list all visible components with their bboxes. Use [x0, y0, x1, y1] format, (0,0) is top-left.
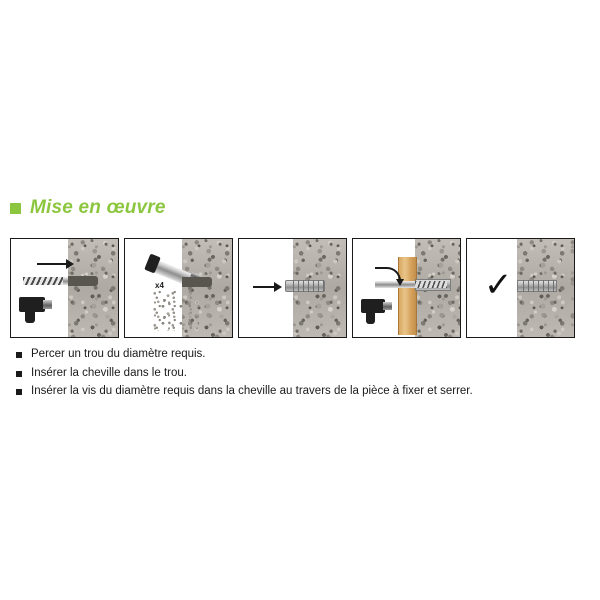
wood-piece: [398, 257, 417, 335]
installation-steps: [10, 238, 575, 338]
list-item: [16, 347, 586, 363]
drilled-hole: [68, 276, 98, 286]
instruction-text: Insérer la cheville dans le trou.: [31, 366, 187, 379]
anchor-plug-ribs: [523, 280, 557, 292]
concrete-wall: [68, 239, 118, 337]
instruction-list: [16, 347, 586, 403]
rotation-arrow-head-icon: [396, 279, 404, 286]
list-item: [16, 366, 586, 382]
arrow-right-icon: [37, 263, 67, 265]
screwdriver-bit-icon: [383, 302, 392, 310]
drill-chuck-icon: [43, 300, 52, 309]
section-bullet-icon: [10, 203, 21, 214]
arrow-right-head-icon: [66, 259, 74, 269]
screw-threads: [415, 281, 447, 288]
check-mark-icon: ✓: [484, 267, 513, 304]
arrow-right-head-icon: [274, 282, 282, 292]
step-2-blow-dust: [124, 238, 233, 338]
step-5-done: [466, 238, 575, 338]
step-4-screw: [352, 238, 461, 338]
list-bullet-icon: [16, 389, 22, 395]
step-1-drill: [10, 238, 119, 338]
dust-particles: [153, 291, 199, 331]
instruction-text: Percer un trou du diamètre requis.: [31, 348, 206, 360]
drill-bit-flutes: [23, 277, 63, 285]
section-heading: [10, 197, 166, 219]
drilled-hole: [182, 277, 212, 287]
list-item: [16, 384, 586, 400]
list-bullet-icon: [16, 371, 22, 377]
page-title: Mise en œuvre: [30, 197, 166, 218]
list-bullet-icon: [16, 352, 22, 358]
arrow-right-icon: [253, 286, 275, 288]
step-3-insert-plug: [238, 238, 347, 338]
anchor-plug-ribs: [293, 280, 325, 292]
screwdriver-handle-icon: [366, 311, 375, 324]
drill-handle-icon: [25, 309, 35, 323]
instruction-text: Insérer la vis du diamètre requis dans la cheville au travers de la pièce à fixer et serrer.: [31, 385, 473, 398]
step-2-repeat-label: x4: [155, 281, 164, 290]
